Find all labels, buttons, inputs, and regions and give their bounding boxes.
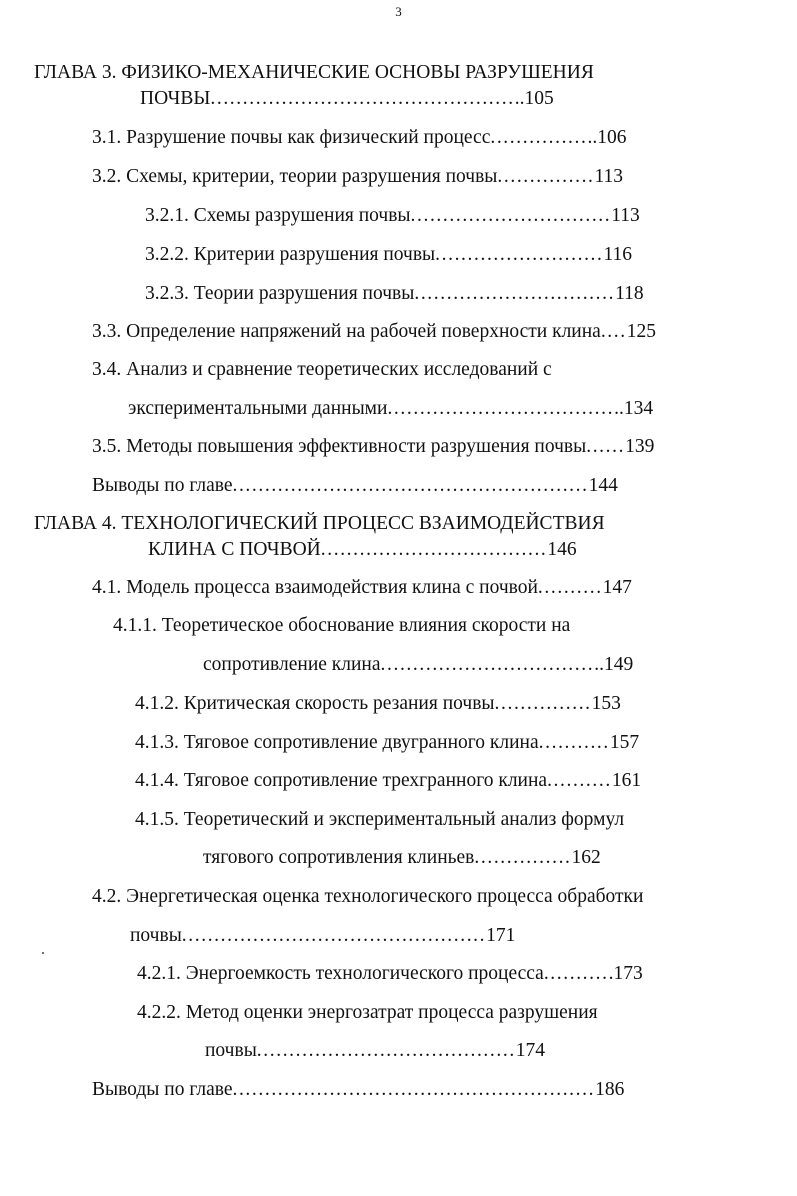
toc-entry-title: 3.3. Определение напряжений на рабочей поверхности клина	[92, 321, 601, 342]
toc-entry-title: ПОЧВЫ	[140, 88, 211, 109]
toc-entry-title: почвы	[130, 925, 182, 946]
toc-leader-dots: ..........................	[435, 244, 604, 265]
toc-page-number: 171	[486, 925, 516, 946]
toc-leader-dots: ......	[586, 436, 626, 457]
toc-leader-dots: ...............................	[410, 205, 612, 226]
toc-page-number: 174	[515, 1040, 546, 1061]
toc-entry	[137, 1000, 598, 1026]
toc-entry-title: 4.2.1. Энергоемкость технологического процесса	[137, 963, 544, 984]
toc-entry	[92, 434, 654, 460]
toc-entry-title: 3.2. Схемы, критерии, теории разрушения почвы	[92, 166, 498, 187]
toc-leader-dots: ...............	[497, 166, 595, 187]
toc-leader-dots: ..........	[543, 963, 609, 984]
page-number: 3	[395, 4, 402, 19]
toc-entry-title: ГЛАВА 3. ФИЗИКО-МЕХАНИЧЕСКИЕ ОСНОВЫ РАЗРУШЕНИЯ	[34, 62, 594, 83]
toc-leader-dots: ...........	[538, 732, 610, 753]
toc-page-number: ..149	[594, 654, 634, 675]
toc-page-number: 147	[602, 577, 632, 598]
toc-page-number: 113	[611, 205, 640, 226]
toc-entry	[92, 319, 656, 345]
toc-entry-title: КЛИНА С ПОЧВОЙ	[148, 539, 321, 560]
toc-entry	[137, 961, 643, 987]
toc-leader-dots: ...............	[494, 693, 592, 714]
toc-entry	[92, 164, 623, 190]
toc-entry-title: тягового сопротивления клиньев	[203, 847, 475, 868]
toc-entry	[130, 923, 515, 949]
toc-entry-title: 3.4. Анализ и сравнение теоретических исследований с	[92, 359, 552, 380]
toc-entry-title: 4.1.3. Тяговое сопротивление двугранного клина	[135, 732, 539, 753]
toc-entry	[205, 1038, 545, 1064]
toc-leader-dots: ..........	[537, 577, 603, 598]
toc-entry	[92, 125, 626, 151]
toc-leader-dots: ..........	[547, 770, 612, 791]
toc-entry-title: 3.2.1. Схемы разрушения почвы	[145, 205, 411, 226]
toc-page-number: 161	[611, 770, 642, 791]
toc-entry	[145, 281, 644, 307]
toc-page-number: 144	[588, 475, 618, 496]
toc-page-number: ..106	[587, 127, 627, 148]
toc-entry-title: ГЛАВА 4. ТЕХНОЛОГИЧЕСКИЙ ПРОЦЕСС ВЗАИМОДЕЙСТВИЯ	[34, 513, 605, 534]
toc-leader-dots: .................................	[380, 654, 595, 675]
toc-entry-title: 4.1.5. Теоретический и экспериментальный анализ формул	[135, 809, 625, 830]
toc-leader-dots: ...............................................	[181, 925, 487, 946]
toc-leader-dots: ........................................................	[232, 1079, 596, 1100]
toc-entry-title: 3.5. Методы повышения эффективности разрушения почвы	[92, 436, 587, 457]
toc-entry-title: 3.2.3. Теории разрушения почвы	[145, 283, 415, 304]
toc-page-number: 118	[615, 283, 644, 304]
toc-entry	[203, 652, 633, 678]
toc-entry	[148, 537, 577, 563]
toc-entry-title: 4.2. Энергетическая оценка технологического процесса обработки	[92, 886, 644, 907]
toc-leader-dots: .......................................................	[232, 475, 589, 496]
toc-leader-dots: ...............	[474, 847, 572, 868]
toc-leader-dots: ....	[600, 321, 627, 342]
toc-entry-title: 4.1.4. Тяговое сопротивление трехгранного клина	[135, 770, 548, 791]
toc-entry	[145, 242, 632, 268]
toc-leader-dots: ...............................	[414, 283, 616, 304]
scan-speck	[42, 952, 44, 954]
toc-entry-title: экспериментальными данными	[128, 398, 388, 419]
toc-entry	[203, 845, 601, 871]
toc-page-number: ..134	[614, 398, 654, 419]
toc-page-number: 125	[626, 321, 656, 342]
toc-page-number: 116	[603, 244, 633, 265]
toc-entry	[135, 768, 641, 794]
toc-leader-dots: ........................................	[256, 1040, 516, 1061]
toc-entry-title: 3.1. Разрушение почвы как физический процесс	[92, 127, 491, 148]
toc-entry	[140, 86, 554, 112]
toc-page-number: 162	[571, 847, 601, 868]
toc-leader-dots: ...................................	[387, 398, 615, 419]
toc-page-number: 113	[594, 166, 624, 187]
toc-entry	[135, 807, 624, 833]
toc-entry-title: 4.1. Модель процесса взаимодействия клина с почвой	[92, 577, 538, 598]
toc-chapter-heading	[34, 511, 605, 537]
toc-entry	[92, 1077, 624, 1103]
toc-page-number: ..105	[514, 88, 554, 109]
toc-entry	[113, 613, 570, 639]
toc-chapter-heading	[34, 60, 594, 86]
toc-entry	[145, 203, 640, 229]
toc-entry-title: 3.2.2. Критерии разрушения почвы	[145, 244, 436, 265]
toc-leader-dots: ...................................	[320, 539, 548, 560]
toc-leader-dots: ...............	[490, 127, 588, 148]
toc-page-number: 139	[625, 436, 655, 457]
toc-entry	[92, 357, 552, 383]
toc-entry-title: Выводы по главе	[92, 475, 233, 496]
toc-entry	[92, 884, 643, 910]
toc-entry-title: 4.1.1. Теоретическое обоснование влияния скорости на	[113, 615, 571, 636]
toc-leader-dots: ...............................................	[210, 88, 515, 109]
toc-entry	[92, 473, 618, 499]
toc-entry	[92, 575, 632, 601]
toc-page-number: 146	[547, 539, 577, 560]
toc-entry-title: 4.2.2. Метод оценки энергозатрат процесса разрушения	[137, 1002, 598, 1023]
toc-entry	[128, 396, 653, 422]
toc-page-number: 153	[591, 693, 621, 714]
toc-entry-title: почвы	[205, 1040, 257, 1061]
toc-entry-title: 4.1.2. Критическая скорость резания почвы	[135, 693, 495, 714]
toc-page-number: 186	[595, 1079, 625, 1100]
toc-entry-title: сопротивление клина	[203, 654, 381, 675]
toc-page-number: 157	[609, 732, 640, 753]
toc-entry	[135, 691, 621, 717]
toc-page-number: .173	[608, 963, 643, 984]
toc-entry	[135, 730, 639, 756]
toc-entry-title: Выводы по главе	[92, 1079, 233, 1100]
